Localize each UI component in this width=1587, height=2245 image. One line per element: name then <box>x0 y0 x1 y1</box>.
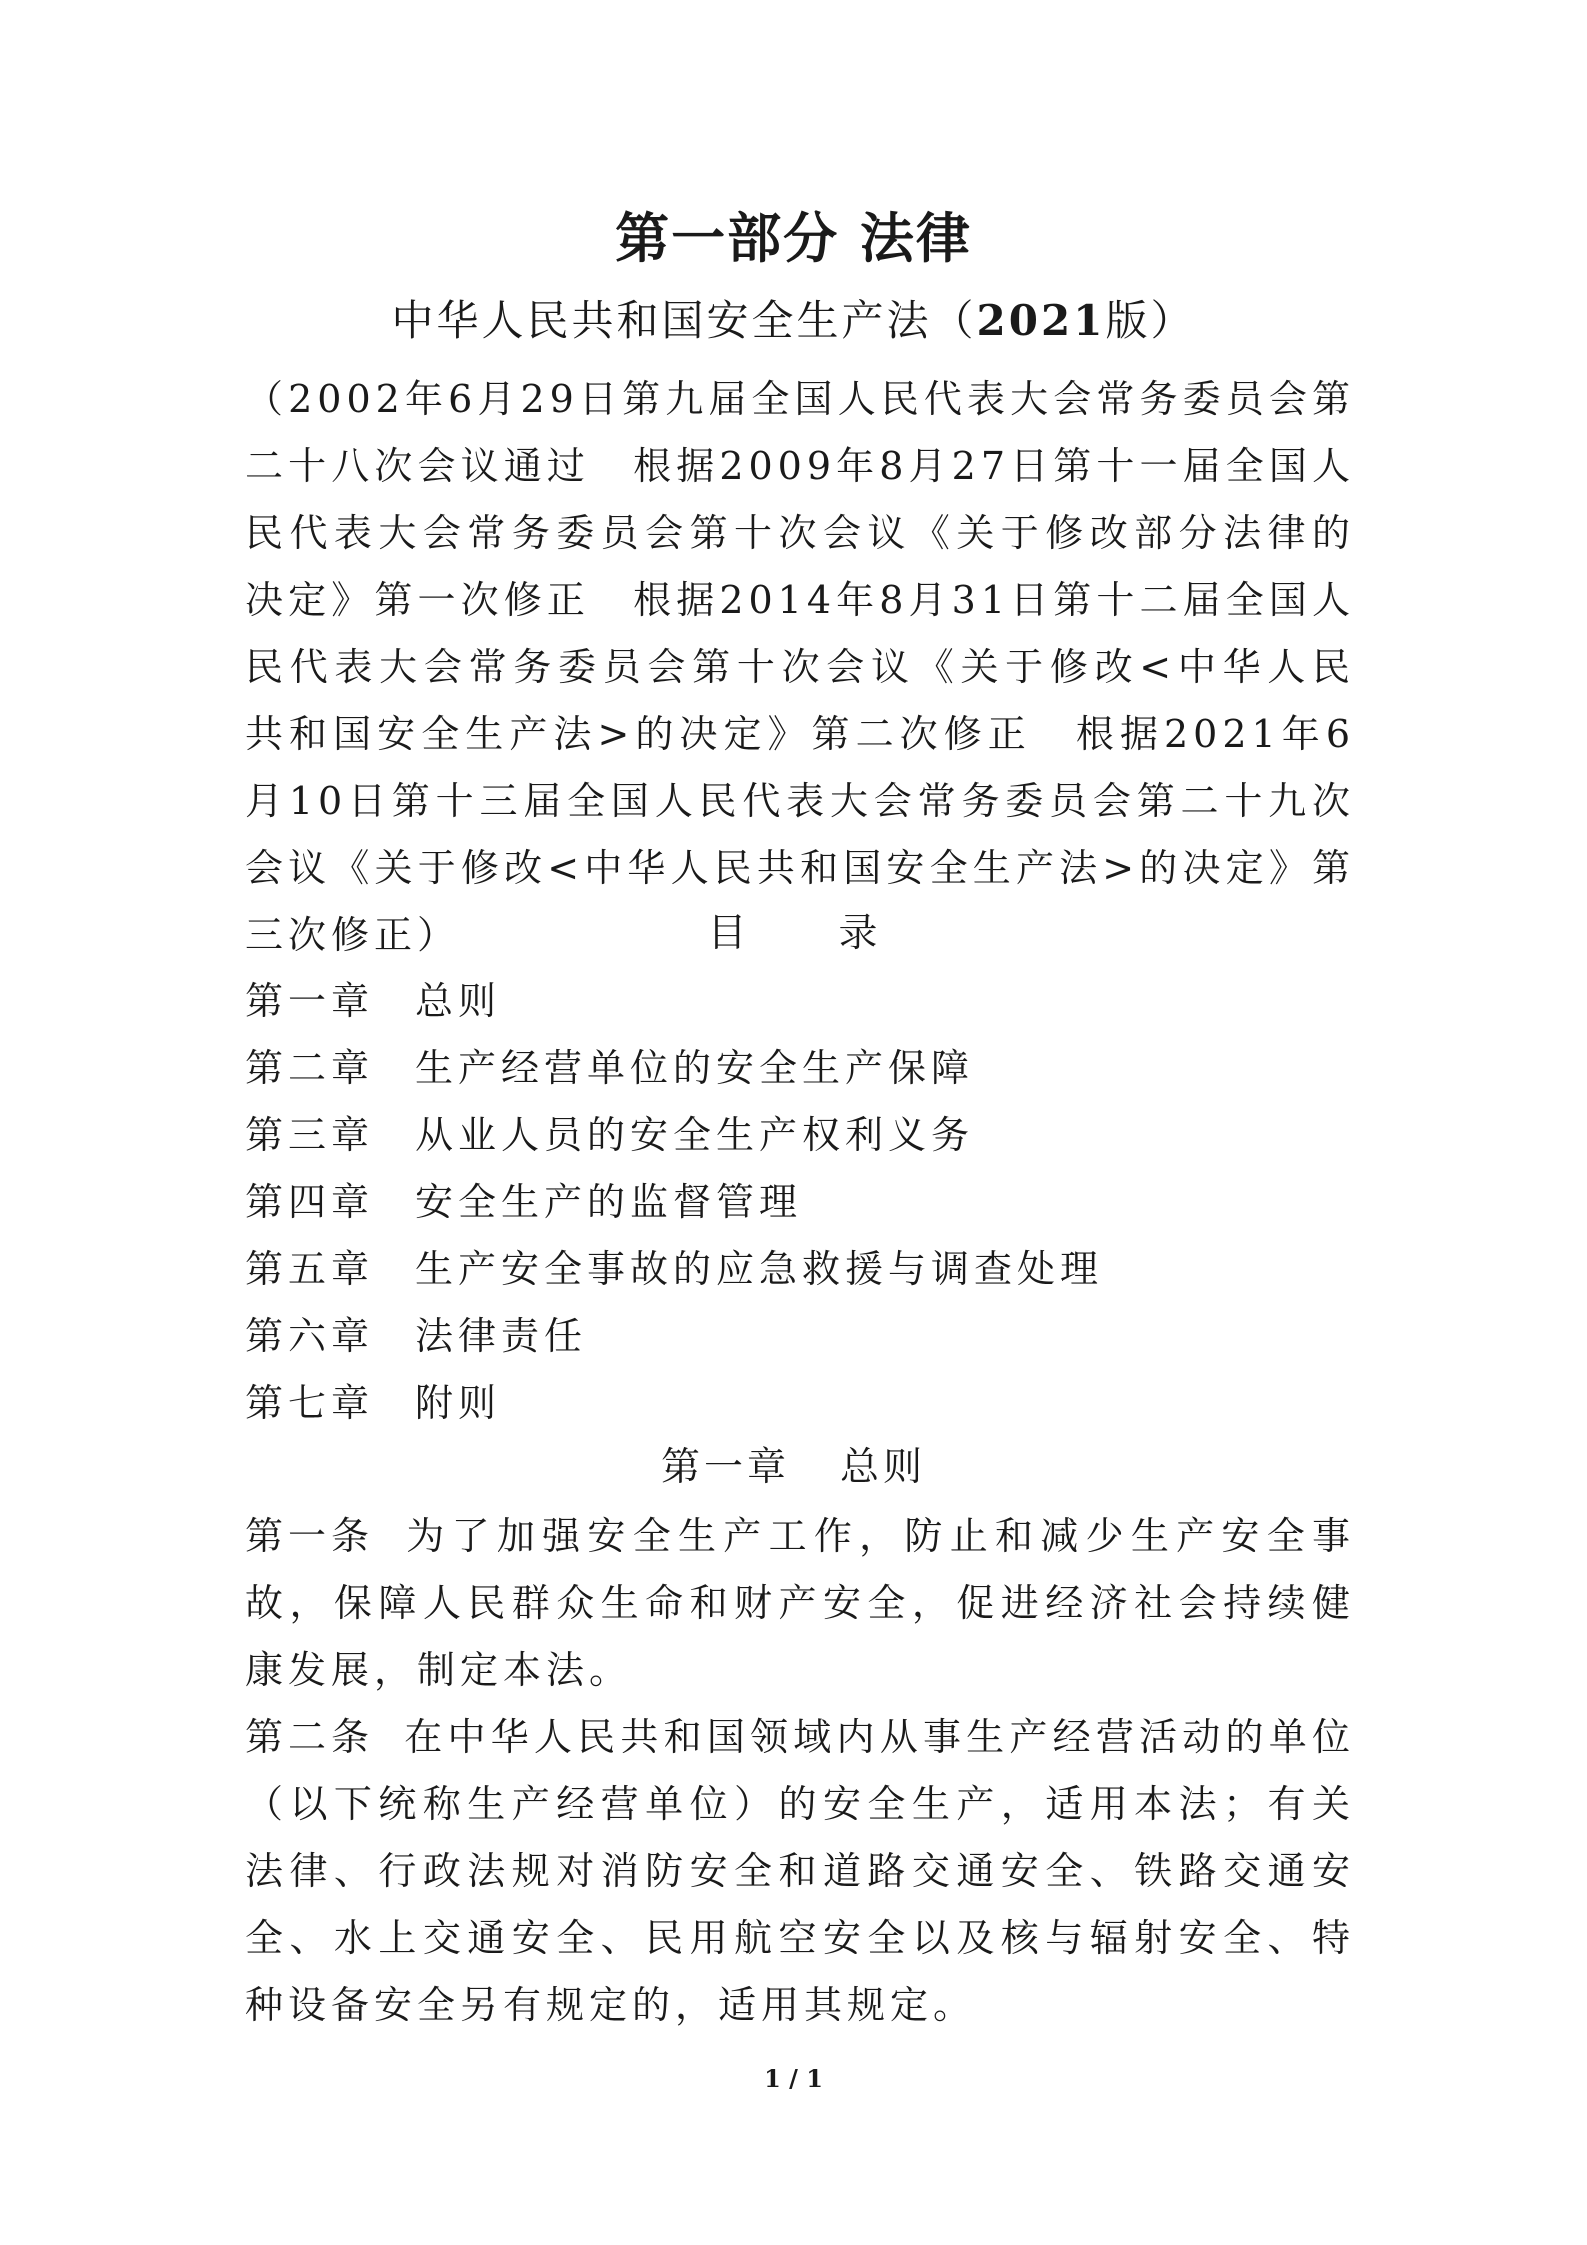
toc-item <box>245 1370 1355 1437</box>
article-text: 在中华人民共和国领域内从事生产经营活动的单位（以下统称生产经营单位）的安全生产，适用本法；有关法律、行政法规对消防安全和道路交通安全、铁路交通安全、水上交通安全、民用航空安全以及核与辐射安全、特种设备安全另有规定的，适用其规定。 <box>245 1715 1355 2027</box>
article-1 <box>245 1503 1355 1704</box>
law-title <box>0 288 1587 348</box>
toc-item <box>245 1035 1355 1102</box>
page-number: 1 / 1 <box>764 2064 823 2093</box>
article-num: 第二条 <box>245 1715 375 1759</box>
toc-item-title: 生产经营单位的安全生产保障 <box>415 1046 975 1090</box>
law-title-prefix: 中华人民共和国安全生产法（ <box>391 296 977 345</box>
article-2 <box>245 1704 1355 2039</box>
toc-item <box>245 1303 1355 1370</box>
toc-item-num: 第五章 <box>245 1247 375 1291</box>
toc-item-num: 第七章 <box>245 1381 375 1425</box>
toc-item-num: 第四章 <box>245 1180 375 1224</box>
chapter-heading-num: 第一章 <box>660 1445 790 1490</box>
toc-title-left: 目 <box>707 911 749 956</box>
chapter-heading-title: 总则 <box>840 1445 927 1490</box>
toc-item-num: 第二章 <box>245 1046 375 1090</box>
chapter-heading <box>0 1436 1587 1492</box>
toc-item-num: 第三章 <box>245 1113 375 1157</box>
toc-item-title: 从业人员的安全生产权利义务 <box>415 1113 975 1157</box>
toc-item <box>245 1169 1355 1236</box>
part-title: 第一部分 法律 <box>615 206 972 270</box>
toc-item-num: 第六章 <box>245 1314 375 1358</box>
law-title-year: 2021 <box>976 296 1106 345</box>
table-of-contents <box>245 968 1355 1437</box>
articles <box>245 1503 1355 2039</box>
toc-title <box>0 902 1587 958</box>
article-text: 为了加强安全生产工作，防止和减少生产安全事故，保障人民群众生命和财产安全，促进经济社会持续健康发展，制定本法。 <box>245 1514 1355 1692</box>
toc-item-title: 安全生产的监督管理 <box>415 1180 803 1224</box>
toc-item-title: 生产安全事故的应急救援与调查处理 <box>415 1247 1104 1291</box>
toc-title-right: 录 <box>838 911 880 956</box>
toc-item-num: 第一章 <box>245 979 375 1023</box>
toc-item <box>245 968 1355 1035</box>
law-title-suffix: 版） <box>1105 296 1196 345</box>
toc-item-title: 附则 <box>415 1381 502 1425</box>
toc-item-title: 法律责任 <box>415 1314 588 1358</box>
toc-item <box>245 1102 1355 1169</box>
toc-item <box>245 1236 1355 1303</box>
article-num: 第一条 <box>245 1514 375 1558</box>
toc-item-title: 总则 <box>415 979 502 1023</box>
preamble: （2002年6月29日第九届全国人民代表大会常务委员会第二十八次会议通过 根据2009年8月27日第十一届全国人民代表大会常务委员会第十次会议《关于修改部分法律的决定》第一次修正 根据2014年8月31日第十二届全国人民代表大会常务委员会第十次会议《关于修改<中华人民共和国安全生产法>的决定》第二次修正 根据2021年6月10日第十三届全国人民代表大会常务委员会第二十九次会议《关于修改<中华人民共和国安全生产法>的决定》第三次修正） <box>245 377 1355 957</box>
